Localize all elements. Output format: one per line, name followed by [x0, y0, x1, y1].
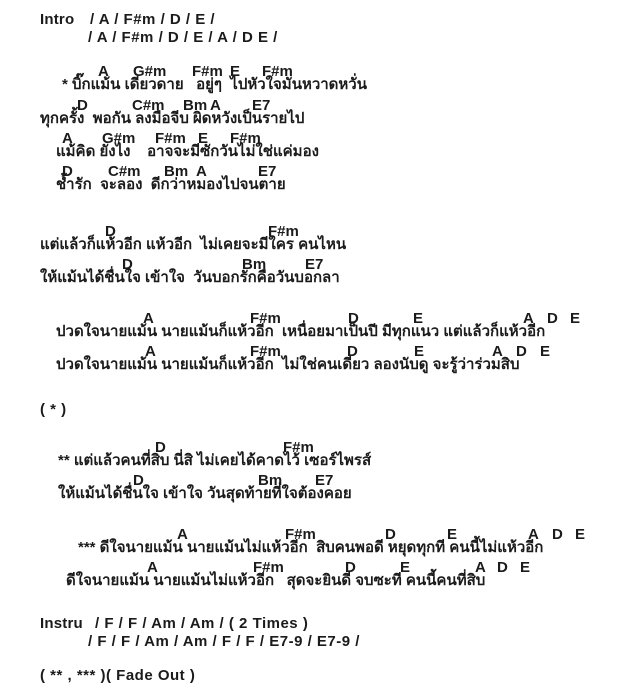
chord: F#m — [250, 310, 281, 327]
chord: A — [492, 343, 503, 360]
chorus1-lyric-1 — [0, 322, 620, 344]
chord: C#m — [108, 163, 141, 180]
verse1-lyric-1 — [0, 75, 620, 97]
lyric-text: ปวดใจนายแม้น นายแม้นก็แห้วอีก ไม่ใช่คนเดียว ลองนับดู จะรู้ว่าร่วมสิบ — [56, 356, 520, 373]
chord: F#m — [253, 559, 284, 576]
chord: D — [105, 223, 116, 240]
chord: A — [98, 63, 109, 80]
verse1-lyric-3 — [0, 142, 620, 164]
chord: G#m — [102, 130, 136, 147]
chord: D — [122, 256, 133, 273]
chorus1-lyric-2 — [0, 355, 620, 377]
chord: D — [155, 439, 166, 456]
chord: F#m — [262, 63, 293, 80]
section-label: Instru — [40, 615, 83, 632]
chord-progression: / F / F / Am / Am / F / F / E7-9 / E7-9 / — [88, 633, 360, 650]
chord: E — [413, 310, 424, 327]
chord: F#m — [250, 343, 281, 360]
chord: D — [547, 310, 558, 327]
chord: G#m — [133, 63, 167, 80]
lyric-text: ทุกครั้ง พอกัน ลงมือจีบ ผิดหวังเป็นรายไป — [40, 110, 305, 127]
chord: E7 — [252, 97, 271, 114]
chord: A — [143, 310, 154, 327]
lyric-text: ดีใจนายแม้น นายแม้นไม่แห้วอีก สุดจะยินดี จบซะที คนนี้คนที่สิบ — [66, 572, 486, 589]
chord-progression: / A / F#m / D / E / — [90, 11, 216, 28]
chord: A — [210, 97, 221, 114]
chord: A — [145, 343, 156, 360]
chord: E — [447, 526, 458, 543]
section-marker: ( * ) — [40, 401, 67, 418]
chord: A — [62, 130, 73, 147]
lyric-text: ให้แม้นได้ชื่นใจ เข้าใจ วันสุดท้ายที่ใจต้องคอย — [58, 485, 352, 502]
chord: E7 — [305, 256, 324, 273]
section-marker: ( ** , *** )( Fade Out ) — [40, 667, 196, 684]
chord: E7 — [315, 472, 334, 489]
chord: D — [385, 526, 396, 543]
lyric-text: ปวดใจนายแม้น นายแม้นก็แห้วอีก เหนื่อยมาเป็นปี มีทุกแนว แต่แล้วก็แห้วอีก — [56, 323, 546, 340]
verse2-lyric-2 — [0, 484, 620, 506]
chord: F#m — [192, 63, 223, 80]
chord: Bm — [258, 472, 283, 489]
lyric-text: ** แต่แล้วคนที่สิบ นี่สิ ไม่เคยได้คาดไว้ เซอร์ไพรส์ — [58, 452, 372, 469]
verse1-lyric-2 — [0, 109, 620, 131]
chord: E7 — [258, 163, 277, 180]
chord: E — [230, 63, 241, 80]
chord: E — [575, 526, 586, 543]
chord: F#m — [283, 439, 314, 456]
chord: A — [523, 310, 534, 327]
chord: A — [528, 526, 539, 543]
chord: E — [520, 559, 531, 576]
chorus2-lyric-2 — [0, 571, 620, 593]
chord: D — [77, 97, 88, 114]
chord: E — [400, 559, 411, 576]
chord: D — [62, 163, 73, 180]
chord: D — [552, 526, 563, 543]
chord: F#m — [155, 130, 186, 147]
chord: Bm — [183, 97, 208, 114]
chord: D — [497, 559, 508, 576]
chord: D — [133, 472, 144, 489]
chord: D — [348, 310, 359, 327]
chord: A — [475, 559, 486, 576]
section-label: Intro — [40, 11, 75, 28]
chord: F#m — [268, 223, 299, 240]
chord: Bm — [242, 256, 267, 273]
lyric-text: * บิ๊กแม้น เดียวดาย อยู่ๆ ไปหัวใจมันหวาดหวั่น — [62, 76, 367, 93]
chord: A — [177, 526, 188, 543]
chord: D — [345, 559, 356, 576]
chord: A — [196, 163, 207, 180]
chord: F#m — [285, 526, 316, 543]
chord: E — [414, 343, 425, 360]
verse1-lyric-4 — [0, 175, 620, 197]
verse2-lyric-1 — [0, 451, 620, 473]
chord: Bm — [164, 163, 189, 180]
lyric-text: แต่แล้วก็แห้วอีก แห้วอีก ไม่เคยจะมีใคร คนไหน — [40, 236, 347, 253]
bridge-lyric-2 — [0, 268, 620, 290]
chord-progression: / F / F / Am / Am / ( 2 Times ) — [95, 615, 309, 632]
bridge-lyric-1 — [0, 235, 620, 257]
chord-progression: / A / F#m / D / E / A / D E / — [88, 29, 278, 46]
intro-line-2 — [0, 28, 620, 50]
chord: F#m — [230, 130, 261, 147]
chord: A — [147, 559, 158, 576]
chord: C#m — [132, 97, 165, 114]
chord: E — [570, 310, 581, 327]
chord: D — [347, 343, 358, 360]
outro-line — [0, 666, 620, 688]
instru-line-2 — [0, 632, 620, 654]
chord: E — [540, 343, 551, 360]
chord: D — [516, 343, 527, 360]
repeat-marker-1 — [0, 400, 620, 422]
chorus2-lyric-1 — [0, 538, 620, 560]
chord: E — [198, 130, 209, 147]
lyric-text: ให้แม้นได้ชื่นใจ เข้าใจ วันบอกรักคือวันบอกลา — [40, 269, 340, 286]
lyric-text: ช้ำรัก จะลอง ดีกว่าหมองไปจนตาย — [56, 176, 286, 193]
lyric-text: แม้คิด ยังไง อาจจะมีซักวันไม่ใช่แค่มอง — [56, 143, 319, 160]
lyric-text: *** ดีใจนายแม้น นายแม้นไม่แห้วอีก สิบคนพอดี หยุดทุกที คนนี้ไม่แห้วอีก — [78, 539, 544, 556]
